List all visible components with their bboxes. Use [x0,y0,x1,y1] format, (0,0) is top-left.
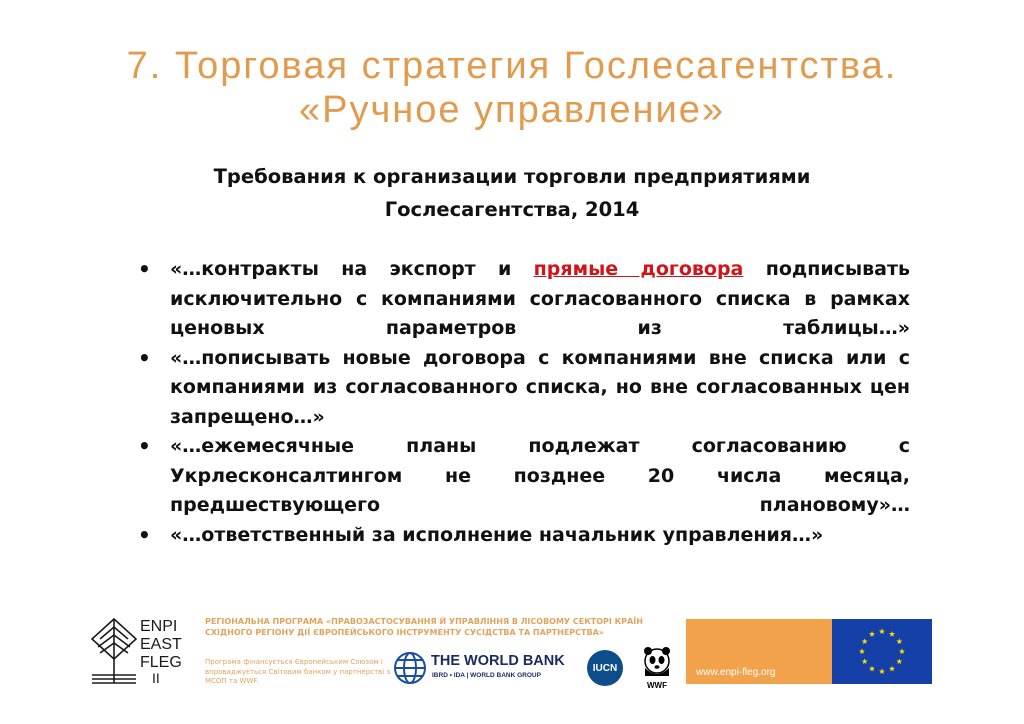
world-bank-name: THE WORLD BANK [431,653,565,669]
wwf-logo [640,646,674,690]
program-title: РЕГІОНАЛЬНА ПРОГРАМА «ПРАВОЗАСТОСУВАННЯ Й УПРАВЛІННЯ В ЛІСОВОМУ СЕКТОРІ КРАЇН СХІДНОГО РЕГІОНУ ДІЇ ЄВРОПЕЙСЬКОГО ІНСТРУМЕНТУ СУСІДСТВА ТА ПАРТНЕРСТВА» [205,617,643,637]
subtitle-line-1: Требования к организации торговли предприятиями [213,165,811,188]
bullet-item-new-contracts: • «…пописывать новые договора с компаниями вне списка или с компаниями из согласованного списка, но вне согласованных цен запрещено…» [138,344,910,433]
panda-icon [640,646,674,678]
bullet-item-monthly-plans: • «…ежемесячные планы подлежат согласованию с Укрлесконсалтингом не позднее 20 числа месяца, предшествующего плановому»… [138,432,910,521]
bullet-item-contracts: • «…контракты на экспорт и прямые договора подписывать исключительно с компаниями согласованного списка в рамках ценовых параметров из таблицы…» [138,255,910,344]
eu-flag-icon [832,619,932,684]
title-line-2: «Ручное управление» [298,89,726,131]
logo-text-fleg: FLEG [140,654,182,671]
slide-subtitle [0,160,1024,226]
world-bank-globe-icon [392,650,428,686]
highlighted-direct-contracts: прямые договора [533,258,744,280]
world-bank-subtitle: IBRD • IDA | WORLD BANK GROUP [432,672,541,679]
funding-note: Програма фінансується Європейським Союзом і впроваджується Світовим банком у партнерстві з МСОП та WWF. [205,658,391,685]
title-line-1: 7. Торговая стратегия Гослесагентства. [126,45,898,87]
iucn-logo: IUCN [587,650,623,686]
bullet-item-responsible: • «…ответственный за исполнение начальник управления…» [138,521,910,551]
enpi-east-fleg-logo [90,613,198,687]
subtitle-line-2: Гослесагентства, 2014 [384,198,640,221]
wwf-text: WWF [647,681,667,690]
logo-text-east: EAST [140,636,182,653]
orange-banner [686,619,832,684]
slide-title [0,44,1024,132]
logo-text-enpi: ENPI [140,618,178,635]
website-link[interactable]: www.enpi-fleg.org [696,667,776,678]
bullet-list [138,255,910,550]
logo-text-ii: II [152,670,160,686]
